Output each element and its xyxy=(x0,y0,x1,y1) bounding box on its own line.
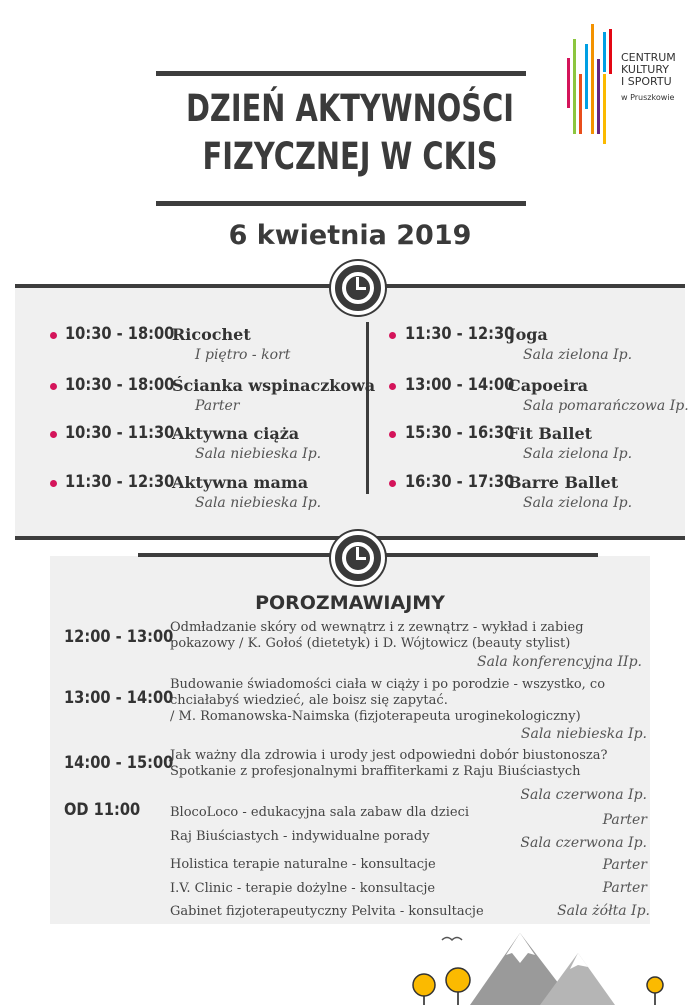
talk-time: 14:00 - 15:00 xyxy=(64,753,174,773)
schedule-room: Sala zielona Ip. xyxy=(523,446,633,462)
schedule-activity: Joga xyxy=(508,325,548,344)
logo-text-2: KULTURY xyxy=(621,63,670,76)
schedule-room: Sala zielona Ip. xyxy=(523,347,633,363)
allday-name: Raj Biuściastych - indywidualne porady xyxy=(170,829,430,844)
talk-room: Sala konferencyjna IIp. xyxy=(477,654,642,670)
bullet-dot xyxy=(389,332,396,339)
schedule-time: 16:30 - 17:30 xyxy=(405,472,515,492)
logo-text-4: w Pruszkowie xyxy=(621,93,675,102)
schedule-time: 15:30 - 16:30 xyxy=(405,423,515,443)
bullet-dot xyxy=(50,480,57,487)
talk-description-line: chciałabyś wiedzieć, ale boisz się zapytać. xyxy=(170,693,448,708)
clock-icon xyxy=(331,531,385,585)
schedule-room: Sala niebieska Ip. xyxy=(195,446,322,462)
allday-name: I.V. Clinic - terapie dożylne - konsultacje xyxy=(170,881,436,896)
talk-description-line: pokazowy / K. Gołoś (dietetyk) i D. Wójtowicz (beauty stylist) xyxy=(170,636,571,651)
page-title-line1: DZIEŃ AKTYWNOŚCI xyxy=(185,87,515,130)
allday-room: Sala czerwona Ip. xyxy=(520,835,647,851)
talk-time: 13:00 - 14:00 xyxy=(64,688,174,708)
talks-title: POROZMAWIAJMY xyxy=(255,592,445,614)
schedule-activity: Fit Ballet xyxy=(508,424,593,443)
bird-icon xyxy=(442,938,462,941)
allday-room: Parter xyxy=(602,857,647,873)
schedule-column-divider xyxy=(366,322,369,494)
title-bottom-bar xyxy=(156,201,526,206)
bullet-dot xyxy=(50,383,57,390)
schedule-activity: Aktywna mama xyxy=(172,473,309,492)
talk-description-line: Jak ważny dla zdrowia i urody jest odpowiedni dobór biustonosza? xyxy=(170,748,608,763)
allday-room: Parter xyxy=(602,812,647,828)
schedule-time: 10:30 - 18:00 xyxy=(65,324,175,344)
bullet-dot xyxy=(389,431,396,438)
logo-text-1: CENTRUM xyxy=(621,51,676,64)
allday-room: Parter xyxy=(602,880,647,896)
talk-description-line: Budowanie świadomości ciała w ciąży i po porodzie - wszystko, co xyxy=(170,677,606,692)
title-top-bar xyxy=(156,71,526,76)
bullet-dot xyxy=(50,431,57,438)
bullet-dot xyxy=(389,480,396,487)
allday-time: OD 11:00 xyxy=(64,800,141,820)
talk-description-line: Spotkanie z profesjonalnymi braffiterkami z Raju Biuściastych xyxy=(170,764,581,779)
schedule-activity: Barre Ballet xyxy=(508,473,619,492)
schedule-time: 11:30 - 12:30 xyxy=(65,472,175,492)
mountains-illustration xyxy=(400,925,700,1005)
event-date: 6 kwietnia 2019 xyxy=(228,220,472,251)
tree-icon xyxy=(446,968,470,992)
tree-icon xyxy=(647,977,663,993)
schedule-activity: Ricochet xyxy=(172,325,251,344)
allday-room: Sala żółta Ip. xyxy=(557,903,650,919)
schedule-room: Sala pomarańczowa Ip. xyxy=(523,398,689,414)
talk-room: Sala czerwona Ip. xyxy=(520,787,647,803)
talk-description-line: Odmładzanie skóry od wewnątrz i z zewnątrz - wykład i zabieg xyxy=(170,620,584,635)
schedule-time: 11:30 - 12:30 xyxy=(405,324,515,344)
allday-name: Holistica terapie naturalne - konsultacje xyxy=(170,857,436,872)
schedule-time: 10:30 - 18:00 xyxy=(65,375,175,395)
clock-icon xyxy=(331,261,385,315)
schedule-activity: Ścianka wspinaczkowa xyxy=(172,376,376,395)
schedule-time: 13:00 - 14:00 xyxy=(405,375,515,395)
schedule-activity: Capoeira xyxy=(508,376,589,395)
allday-name: Gabinet fizjoterapeutyczny Pelvita - konsultacje xyxy=(170,904,484,919)
bullet-dot xyxy=(389,383,396,390)
tree-icon xyxy=(413,974,435,996)
talk-description-line: / M. Romanowska-Naimska (fizjoterapeuta uroginekologiczny) xyxy=(170,709,581,724)
schedule-activity: Aktywna ciąża xyxy=(172,424,300,443)
schedule-room: I piętro - kort xyxy=(195,347,291,363)
schedule-time: 10:30 - 11:30 xyxy=(65,423,175,443)
bullet-dot xyxy=(50,332,57,339)
page-title-line2: FIZYCZNEJ W CKIS xyxy=(202,135,498,178)
schedule-room: Parter xyxy=(195,398,240,414)
talk-time: 12:00 - 13:00 xyxy=(64,627,174,647)
schedule-room: Sala niebieska Ip. xyxy=(195,495,322,511)
allday-name: BlocoLoco - edukacyjna sala zabaw dla dzieci xyxy=(170,805,470,820)
talk-room: Sala niebieska Ip. xyxy=(520,726,647,742)
logo-text-3: I SPORTU xyxy=(621,75,672,88)
schedule-room: Sala zielona Ip. xyxy=(523,495,633,511)
